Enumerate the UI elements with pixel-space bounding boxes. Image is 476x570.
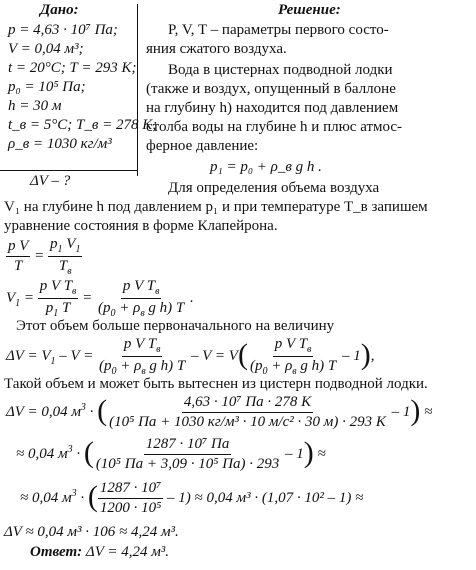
- given-item-p: p = 4,63 · 10⁷ Па;: [8, 22, 118, 38]
- solution-line-5: на глубину h) находится под давлением: [146, 100, 399, 116]
- solution-line-11: Этот объем больше первоначального на величину: [16, 318, 335, 334]
- calc2-denominator: (10⁵ Па + 3,09 · 10⁵ Па) · 293: [95, 456, 280, 472]
- solution-line-9: V₁ на глубине h под давлением p₁ и при температуре T_в запишем: [4, 199, 428, 215]
- equation-clapeyron: $\frac{\text{p V}}{T}$ = $\frac{p_1 V_1}{T_в}$: [8, 236, 81, 277]
- given-find: ΔV – ?: [30, 173, 71, 189]
- answer: [30, 544, 169, 561]
- given-item-p0: p₀ = 10⁵ Па;: [8, 79, 86, 95]
- given-item-t: t = 20°С; T = 293 K;: [8, 60, 137, 76]
- solution-line-4: (также и воздух, опущенный в баллоне: [146, 81, 396, 97]
- solution-line-12: Такой объем и может быть вытеснен из цистерн подводной лодки.: [4, 376, 428, 392]
- solution-line-6: столба воды на глубине h и плюс атмос-: [146, 119, 403, 135]
- solution-line-10: уравнение состояния в форме Клапейрона.: [4, 218, 278, 234]
- given-item-h: h = 30 м: [8, 98, 62, 114]
- given-item-rho: ρ_в = 1030 кг/м³: [8, 136, 112, 152]
- calc3-tail: – 1) ≈ 0,04 м³ · (1,07 · 10² – 1) ≈: [167, 489, 364, 506]
- calc3-numerator: 1287 · 10⁷: [98, 480, 163, 499]
- calc1-numerator: 4,63 · 10⁷ Па · 278 K: [182, 394, 313, 413]
- calc1-denominator: (10⁵ Па + 1030 кг/м³ · 10 м/с² · 30 м) · 293 K: [109, 414, 386, 430]
- equation-delta-v: $\Delta V = V_1 - V$ = $\frac{p V T_в}{(p_0 + \rho_в g h) T}$ – V = V( $\frac{p V T_в}{(p_0 + \rho_в g h) T}$ – 1),: [6, 336, 375, 377]
- given-divider-vertical: [137, 4, 138, 176]
- equation-v1: $V_1$ = $\frac{p V T_в}{p_1 T}$ = $\frac{p V T_в}{(p_0 + \rho_в g h) T}$ .: [6, 278, 194, 319]
- solution-line-8: Для определения объема воздуха: [168, 180, 380, 196]
- calc2-numerator: 1287 · 10⁷ Па: [144, 436, 232, 455]
- solution-line-3: Вода в цистернах подводной лодки: [168, 62, 393, 78]
- final-result: ΔV ≈ 0,04 м³ · 106 ≈ 4,24 м³.: [4, 524, 179, 540]
- given-divider-horizontal: [0, 170, 138, 171]
- calculation-1: ΔV = 0,04 $м^3$ · ( $\frac{\text{4,63 · 10⁷ Па · 278 K}}{\text{(10⁵ Па + 1030 кг/м³ · 10 м/с² · 30 м) · 293 K}}$ – 1) ≈: [6, 393, 433, 430]
- solution-line-1: P, V, T – параметры первого состо-: [168, 22, 389, 38]
- given-item-tv: t_в = 5°С; T_в = 278 K;: [8, 117, 158, 133]
- answer-value: ΔV = 4,24 м³.: [85, 544, 170, 560]
- calculation-3: ≈ 0,04 $м^3$ · ( $\frac{\text{1287 · 10⁷}}{\text{1200 · 10⁵}}$ – 1) ≈ 0,04 м³ · (1,07 · 10² – 1) ≈: [20, 479, 364, 516]
- given-title: Дано:: [40, 2, 79, 18]
- answer-label: Ответ:: [30, 544, 83, 560]
- solution-line-2: яния сжатого воздуха.: [146, 41, 287, 57]
- calc3-denominator: 1200 · 10⁵: [99, 500, 162, 516]
- given-item-v: V = 0,04 м³;: [8, 41, 84, 57]
- equation-p1: p₁ = p₀ + ρ_в g h .: [210, 159, 322, 175]
- calculation-2: ≈ 0,04 $м^3$ · ( $\frac{\text{1287 · 10⁷ Па}}{\text{(10⁵ Па + 3,09 · 10⁵ Па) · 293}}$ – 1) ≈: [16, 435, 326, 472]
- solution-line-7: ферное давление:: [146, 138, 259, 154]
- solution-title: Решение:: [278, 2, 341, 18]
